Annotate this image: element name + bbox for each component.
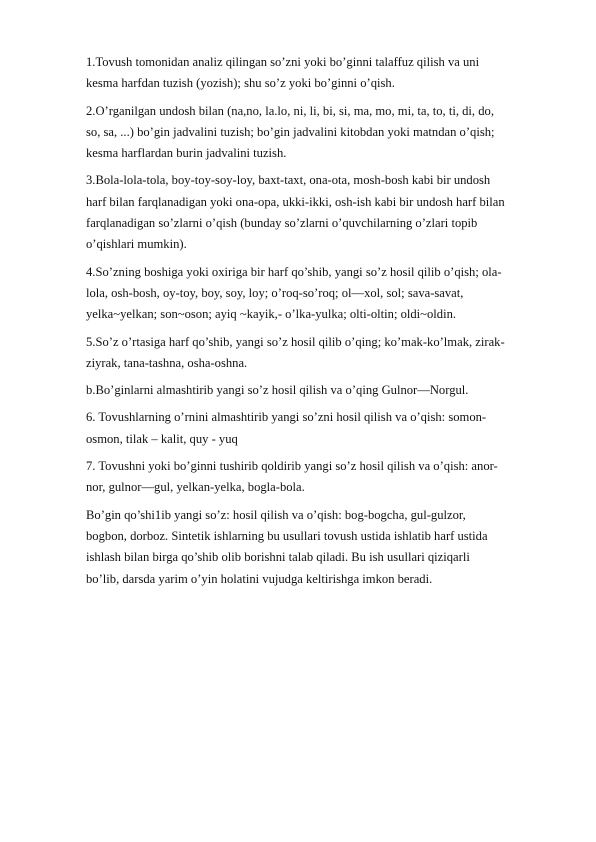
paragraph-3 xyxy=(86,170,562,255)
paragraph-5 xyxy=(86,332,562,375)
text-line: 3.Bola-lola-tola, boy-toy-soy-loy, baxt-taxt, ona-ota, mosh-bosh kabi bir undosh xyxy=(86,173,491,188)
text-line: o’qishlari mumkin). xyxy=(86,237,187,252)
text-line: so, sa, ...) bo’gin jadvalini tuzish; bo’gin jadvalini kitobdan yoki matndan o’qish; xyxy=(86,124,495,139)
paragraph-8 xyxy=(86,456,562,499)
text-line: 6. Tovushlarning o’rnini almashtirib yangi so’zni hosil qilish va o’qish: somon- xyxy=(86,410,487,425)
text-line: 1.Tovush tomonidan analiz qilingan so’zni yoki bo’ginni talaffuz qilish va uni xyxy=(86,55,480,69)
document-body xyxy=(86,52,562,596)
text-line: osmon, tilak – kalit, quy - yuq xyxy=(86,431,238,446)
paragraph-2 xyxy=(86,101,562,165)
text-line: harf bilan farqlanadigan yoki ona-opa, ukki-ikki, osh-ish kabi bir undosh harf bilan xyxy=(86,194,505,209)
text-line: 5.So’z o’rtasiga harf qo’shib, yangi so’z hosil qilib o’qing; ko’mak-ko’lmak, zirak- xyxy=(86,334,505,349)
text-line: 2.O’rganilgan undosh bilan (na,no, la.lo, ni, li, bi, si, ma, mo, mi, ta, to, ti, di, do, xyxy=(86,103,494,118)
text-line: bogbon, dorboz. Sintetik ishlarning bu usullari tovush ustida ishlatib harf ustida xyxy=(86,528,488,543)
text-line: nor, gulnor—gul, yelkan-yelka, bogla-bola. xyxy=(86,480,305,495)
text-line: Bo’gin qo’shi1ib yangi so’z: hosil qilish va o’qish: bog-bogcha, gul-gulzor, xyxy=(86,507,466,522)
text-line: kesma harflardan burin jadvalini tuzish. xyxy=(86,146,287,161)
text-line: ziyrak, tana-tashna, osha-oshna. xyxy=(86,355,248,370)
text-line: 4.So’zning boshiga yoki oxiriga bir harf qo’shib, yangi so’z hosil qilib o’qish; ola- xyxy=(86,264,502,279)
text-line: yelka~yelkan; son~oson; ayiq ~kayik,- o’lka-yulka; olti-oltin; oldi~oldin. xyxy=(86,307,457,322)
text-line: 7. Tovushni yoki bo’ginni tushirib qoldirib yangi so’z hosil qilish va o’qish: anor- xyxy=(86,459,498,474)
paragraph-1 xyxy=(86,52,562,95)
text-line: farqlanadigan so’zlarni o’qish (bunday so’zlarni o’quvchilarning o’zlari topib xyxy=(86,216,478,231)
paragraph-7 xyxy=(86,407,562,450)
text-line: ishlash bilan birga qo’shib olib borishni talab qiladi. Bu ish usullari qiziqarli xyxy=(86,550,470,565)
text-line: bo’lib, darsda yarim o’yin holatini vujudga keltirishga imkon beradi. xyxy=(86,571,433,586)
text-line: kesma harfdan tuzish (yozish); shu so’z yoki bo’ginni o’qish. xyxy=(86,76,395,91)
paragraph-4 xyxy=(86,262,562,326)
text-line: lola, osh-bosh, oy-toy, boy, soy, loy; o’roq-so’roq; ol—xol, sol; sava-savat, xyxy=(86,285,464,300)
paragraph-9 xyxy=(86,505,562,590)
text-line: b.Bo’ginlarni almashtirib yangi so’z hosil qilish va o’qing Gulnor—Norgul. xyxy=(86,383,469,398)
paragraph-6 xyxy=(86,380,562,401)
